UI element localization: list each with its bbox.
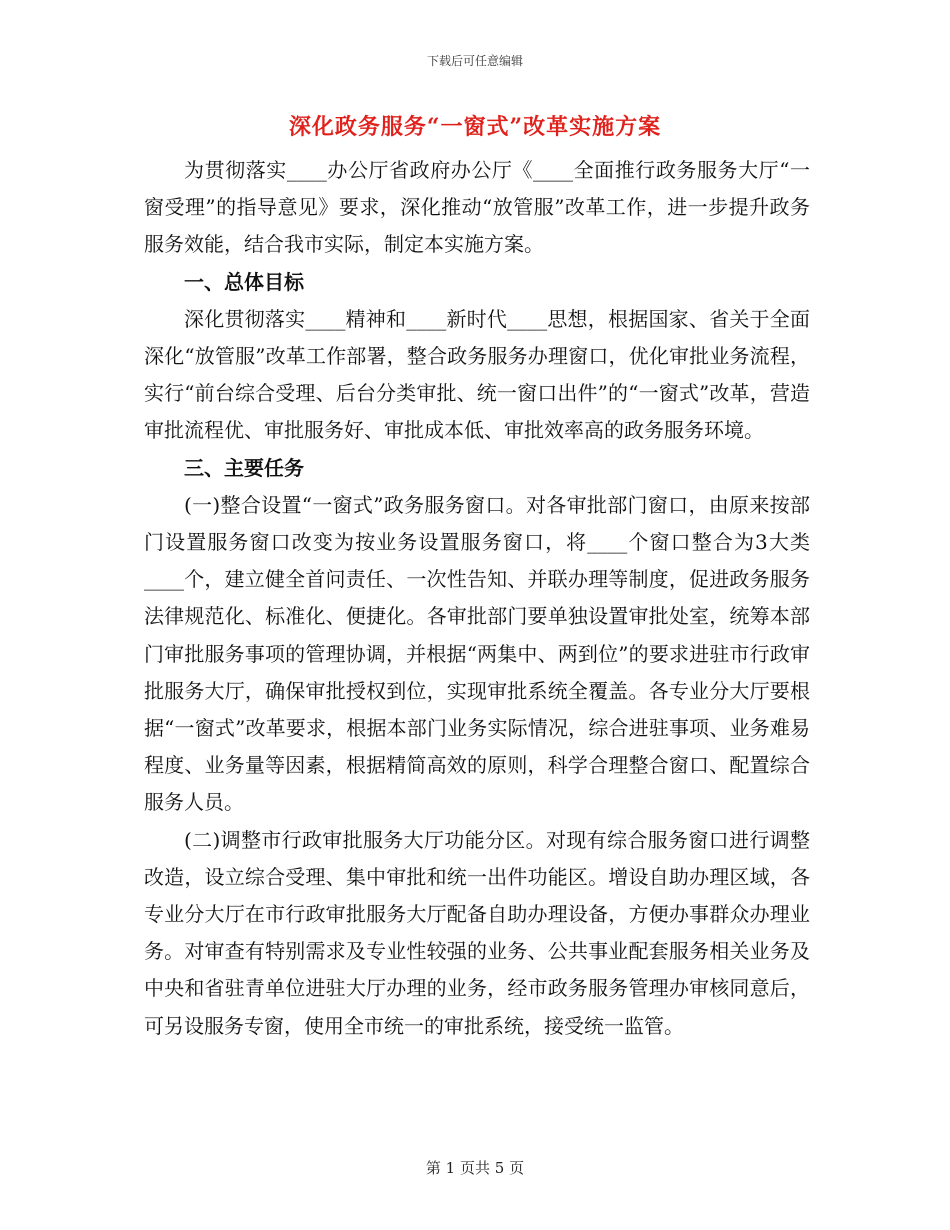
task-2-paragraph: (二)调整市行政审批服务大厅功能分区。对现有综合服务窗口进行调整改造，设立综合受理、集中审批和统一出件功能区。增设自助办理区域，各专业分大厅在市行政审批服务大厅配备自助办理设备，方便办事群众办理业务。对审查有特别需求及专业性较强的业务、公共事业配套服务相关业务及中央和省驻青单位进驻大厅办理的业务，经市政务服务管理办审核同意后，可另设服务专窗，使用全市统一的审批系统，接受统一监管。 — [144, 827, 810, 1038]
document-body — [144, 152, 810, 1045]
page-header-note: 下载后可任意编辑 — [426, 54, 523, 68]
task-1-paragraph: (一)整合设置“一窗式”政务服务窗口。对各审批部门窗口，由原来按部门设置服务窗口改变为按业务设置服务窗口，将____个窗口整合为3大类____个，建立健全首问责任、一次性告知、并联办理等制度，促进政务服务法律规范化、标准化、便捷化。各审批部门要单独设置审批处室，统筹本部门审批服务事项的管理协调，并根据“两集中、两到位”的要求进驻市行政审批服务大厅，确保审批授权到位，实现审批系统全覆盖。各专业分大厅要根据“一窗式”改革要求，根据本部门业务实际情况，综合进驻事项、业务难易程度、业务量等因素，根据精简高效的原则，科学合理整合窗口、配置综合服务人员。 — [144, 492, 810, 815]
section-heading-overall-goal: 一、总体目标 — [184, 269, 304, 294]
intro-paragraph: 为贯彻落实____办公厅省政府办公厅《____全面推行政务服务大厅“一窗受理”的指导意见》要求，深化推动“放管服”改革工作，进一步提升政务服务效能，结合我市实际，制定本实施方案。 — [144, 158, 810, 257]
overall-goal-paragraph: 深化贯彻落实____精神和____新时代____思想，根据国家、省关于全面深化“放管服”改革工作部署，整合政务服务办理窗口，优化审批业务流程，实行“前台综合受理、后台分类审批、统一窗口出件”的“一窗式”改革，营造审批流程优、审批服务好、审批成本低、审批效率高的政务服务环境。 — [144, 306, 810, 443]
document-title: 深化政务服务“一窗式”改革实施方案 — [288, 114, 662, 140]
page-footer-number: 第 1 页共 5 页 — [425, 1159, 525, 1177]
section-heading-main-tasks: 三、主要任务 — [184, 455, 304, 480]
